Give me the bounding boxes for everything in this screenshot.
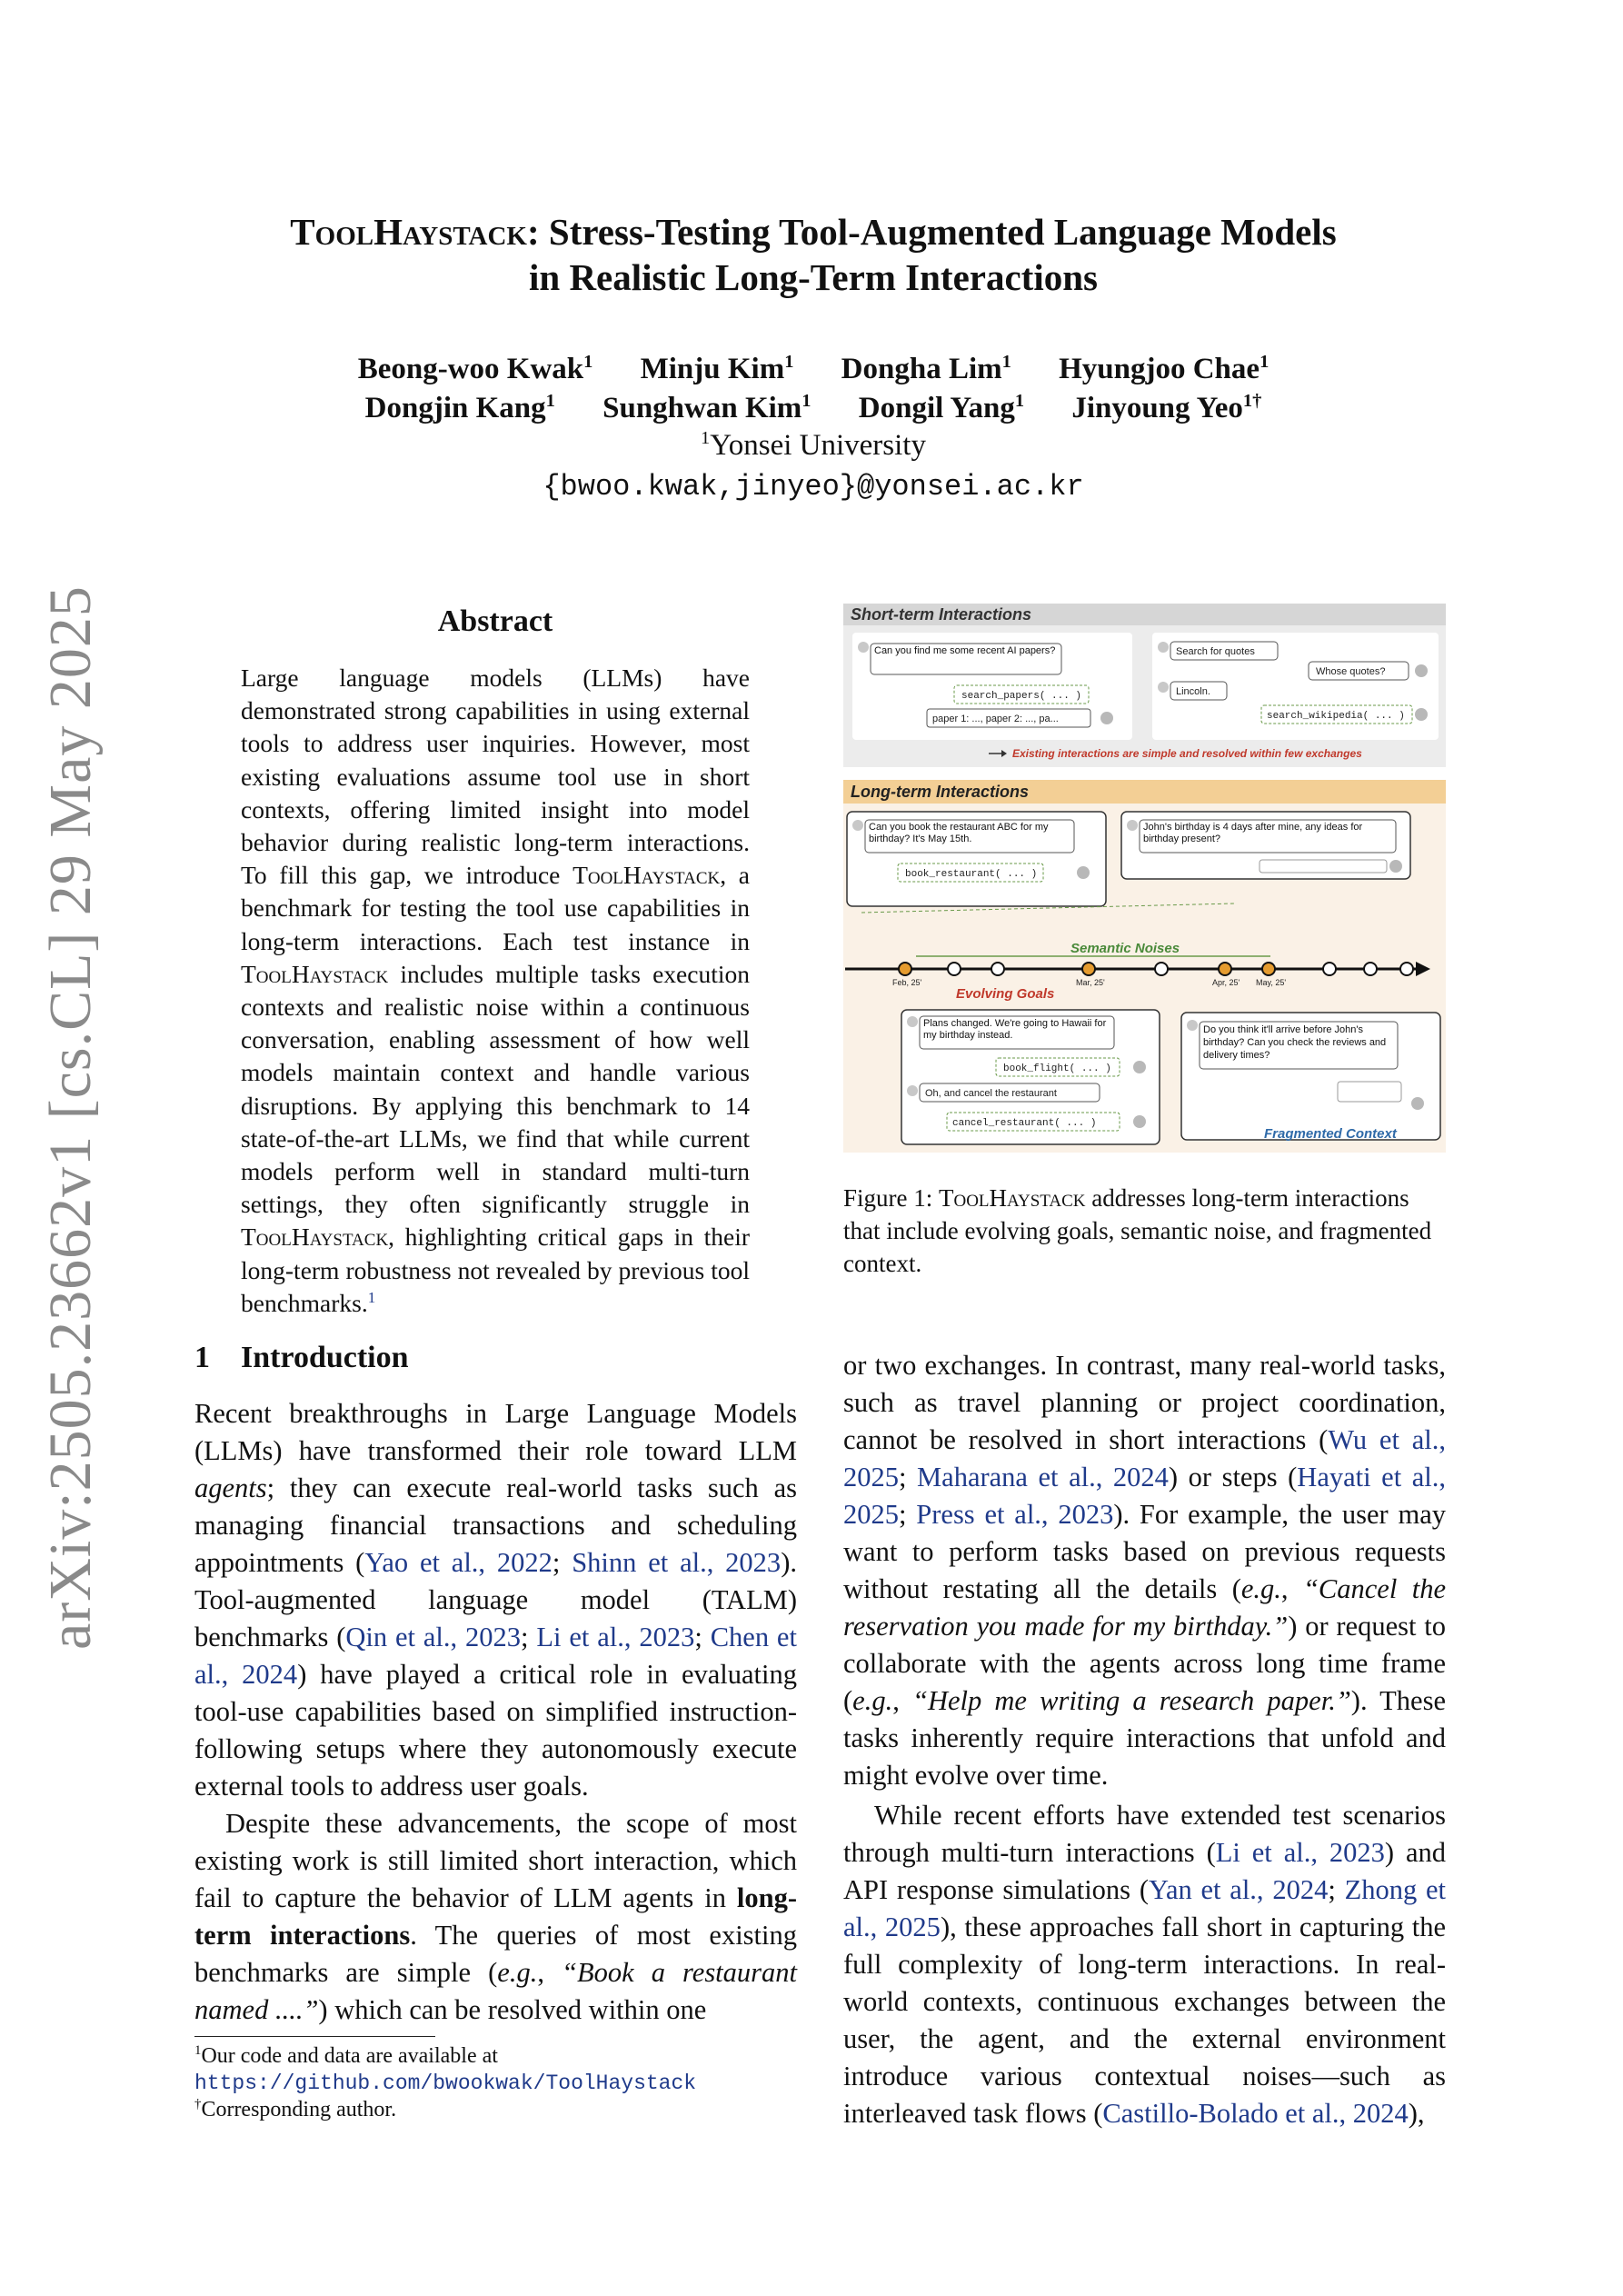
chat-text: John's birthday is 4 days after mine, any ideas for birthday present? xyxy=(1143,822,1363,844)
citation[interactable]: Hayati et al., 2025 xyxy=(843,1462,1446,1530)
author-list xyxy=(164,350,1463,428)
robot-icon xyxy=(1100,712,1113,724)
intro-paragraph: While recent efforts have extended test scenarios through multi-turn interactions (Li et al., 2023) and API response simulations (Yan et al., 2024; Zhong et al., 2025), these approaches fall short in capturing the full complexity of long-term interactions. In real-world contexts, continuous exchanges between the user, the agent, and the external environment introduce various contextual noises—such as interleaved task flows (Castillo-Bolado et al., 2024), xyxy=(843,1800,1447,2129)
timeline-event xyxy=(1262,963,1275,975)
chat-text: Do you think it'll arrive before John's birthday? Can you check the reviews and delivery times? xyxy=(1203,1024,1387,1061)
footnote: †Corresponding author. xyxy=(194,2097,397,2121)
timeline-tick: Apr, 25' xyxy=(1212,978,1240,987)
footnote: $^1$Our code and data are available at https://github.com/bwookwak/ToolHaystack xyxy=(194,2043,697,2095)
paper-title xyxy=(164,209,1463,300)
code-link[interactable]: https://github.com/bwookwak/ToolHaystack xyxy=(194,2071,697,2095)
author-email: {bwoo.kwak,jinyeo}@yonsei.ac.kr xyxy=(543,470,1084,504)
user-icon xyxy=(907,1016,918,1027)
tool-call: book_flight( ... ) xyxy=(1003,1063,1111,1074)
intro-paragraph: Recent breakthroughs in Large Language Models (LLMs) have transformed their role toward LLM agents; they can execute real-world tasks such as managing financial transactions and scheduling appointments (Yao et al., 2022; Shinn et al., 2023). Tool-augmented language model (TALM) benchmarks (Qin et al., 2023; Li et al., 2023; Chen et al., 2024) have played a critical role in evaluating tool-use capabilities based on simplified instruction-following setups where they autonomously execute external tools to address user goals. xyxy=(194,1398,797,1802)
user-icon xyxy=(1187,1020,1198,1031)
timeline-node xyxy=(991,963,1004,975)
section-heading: 1 Introduction xyxy=(194,1341,409,1374)
chat-text: Oh, and cancel the restaurant xyxy=(925,1088,1057,1099)
figure-caption: Figure 1: ToolHaystack addresses long-term interactions that include evolving goals, semantic noise, and fragmented context. xyxy=(843,1184,1432,1277)
tool-call: cancel_restaurant( ... ) xyxy=(952,1118,1097,1129)
footnotes xyxy=(194,2043,797,2123)
placeholder-bubble xyxy=(1338,1082,1401,1102)
citation[interactable]: Press et al., 2023 xyxy=(916,1499,1114,1530)
timeline-event xyxy=(1219,963,1231,975)
figure-1 xyxy=(843,604,1446,1153)
timeline-event xyxy=(1082,963,1095,975)
citation[interactable]: Qin et al., 2023 xyxy=(345,1622,522,1652)
title-line1: : Stress-Testing Tool-Augmented Language Models xyxy=(526,211,1337,253)
title-brand: ToolHaystack xyxy=(290,211,527,253)
author: Minju Kim$^1$ xyxy=(640,352,794,385)
timeline-event xyxy=(899,963,911,975)
timeline-node xyxy=(1323,963,1336,975)
long-term-header: Long-term Interactions xyxy=(851,783,1030,801)
chat-text: Search for quotes xyxy=(1176,646,1255,657)
tool-call: book_restaurant( ... ) xyxy=(905,869,1038,880)
citation[interactable]: Castillo-Bolado et al., 2024 xyxy=(1102,2098,1409,2129)
robot-icon xyxy=(1389,860,1402,873)
timeline-tick: May, 25' xyxy=(1256,978,1287,987)
chat-text: Whose quotes? xyxy=(1316,666,1386,677)
robot-icon xyxy=(1133,1061,1146,1073)
citation[interactable]: Maharana et al., 2024 xyxy=(917,1462,1169,1492)
abstract-heading: Abstract xyxy=(437,604,553,638)
citation[interactable]: Shinn et al., 2023 xyxy=(572,1547,782,1578)
author: Hyungjoo Chae$^1$ xyxy=(1059,352,1270,385)
author: Sunghwan Kim$^1$ xyxy=(602,391,812,424)
timeline-tick: Mar, 25' xyxy=(1076,978,1105,987)
author: Dongjin Kang$^1$ xyxy=(364,391,555,424)
author: Jinyoung Yeo$^{1\dagger}$ xyxy=(1071,391,1262,424)
robot-icon xyxy=(1077,866,1090,879)
citation[interactable]: Li et al., 2023 xyxy=(1215,1837,1385,1868)
timeline-node xyxy=(1400,963,1413,975)
intro-paragraph: or two exchanges. In contrast, many real-world tasks, such as travel planning or project coordination, cannot be resolved in short interactions (Wu et al., 2025; Maharana et al., 2024) or steps (Hayati et al., 2025; Press et al., 2023). For example, the user may want to perform tasks based on previous requests without restating all the details (e.g., “Cancel the reservation you made for my birthday.”) or request to collaborate with the agents across long time frame (e.g., “Help me writing a research paper.”). These tasks inherently require interactions that unfold and might evolve over time. xyxy=(843,1350,1446,1791)
user-icon xyxy=(1158,682,1169,693)
citation[interactable]: Chen et al., 2024 xyxy=(194,1622,797,1690)
intro-right-column xyxy=(843,1347,1446,2132)
tool-call: search_wikipedia( ... ) xyxy=(1267,711,1405,722)
footnote-ref[interactable]: 1 xyxy=(367,1288,376,1306)
tool-response: paper 1: ..., paper 2: ..., pa... xyxy=(932,714,1059,724)
citation[interactable]: Li et al., 2023 xyxy=(536,1622,695,1652)
timeline-node xyxy=(1155,963,1168,975)
user-icon xyxy=(858,642,869,653)
robot-icon xyxy=(1133,1115,1146,1128)
robot-icon xyxy=(1415,708,1428,721)
citation[interactable]: Yao et al., 2022 xyxy=(364,1547,553,1578)
citation[interactable]: Wu et al., 2025 xyxy=(843,1424,1446,1492)
author: Beong-woo Kwak$^1$ xyxy=(357,352,593,385)
user-icon xyxy=(1127,820,1138,831)
chat-text: Can you find me some recent AI papers? xyxy=(874,645,1056,656)
intro-left-column xyxy=(194,1395,797,2029)
evolving-goals-label: Evolving Goals xyxy=(956,986,1055,1002)
timeline-tick: Feb, 25' xyxy=(892,978,922,987)
footnote-rule xyxy=(194,2036,435,2037)
robot-icon xyxy=(1415,664,1428,677)
author: Dongil Yang$^1$ xyxy=(858,391,1025,424)
robot-icon xyxy=(1411,1097,1424,1110)
arxiv-stamp: arXiv:2505.23662v1 [cs.CL] 29 May 2025 xyxy=(37,585,104,1650)
citation[interactable]: Yan et al., 2024 xyxy=(1148,1874,1329,1905)
chat-text: Plans changed. We're going to Hawaii for my birthday instead. xyxy=(923,1018,1107,1041)
fragmented-context-label: Fragmented Context xyxy=(1264,1126,1397,1142)
timeline-node xyxy=(948,963,961,975)
chat-text: Lincoln. xyxy=(1176,686,1210,697)
user-icon xyxy=(907,1085,918,1096)
semantic-noises-label: Semantic Noises xyxy=(1070,941,1180,956)
timeline-node xyxy=(1364,963,1377,975)
intro-paragraph: Despite these advancements, the scope of most existing work is still limited short interaction, which fail to capture the behavior of LLM agents in long-term interactions. The queries of most existing benchmarks are simple (e.g., “Book a restaurant named ....”) which can be resolved within one xyxy=(194,1808,798,2025)
short-term-note: Existing interactions are simple and resolved within few exchanges xyxy=(1012,747,1362,760)
author: Dongha Lim$^1$ xyxy=(841,352,1011,385)
title-line2: in Realistic Long-Term Interactions xyxy=(529,256,1098,298)
chat-text: Can you book the restaurant ABC for my birthday? It's May 15th. xyxy=(869,822,1049,844)
user-icon xyxy=(852,820,863,831)
placeholder-bubble xyxy=(1260,860,1387,873)
citation[interactable]: Zhong et al., 2025 xyxy=(843,1874,1446,1942)
tool-call: search_papers( ... ) xyxy=(961,691,1082,702)
user-icon xyxy=(1158,642,1169,653)
affiliation: $^1$Yonsei University xyxy=(701,428,926,462)
abstract-body: Large language models (LLMs) have demonstrated strong capabilities in using external tools to address user inquiries. However, most existing evaluations assume tool use in short contexts, offering limited insight into model behavior during realistic long-term interactions. To fill this gap, we introduce ToolHaystack, a benchmark for testing the tool use capabilities in long-term interactions. Each test instance in ToolHaystack includes multiple tasks execution contexts and realistic noise within a continuous conversation, enabling assessment of how well models maintain context and handle various disruptions. By applying this benchmark to 14 state-of-the-art LLMs, we find that while current models perform well in standard multi-turn settings, they often significantly struggle in ToolHaystack, highlighting critical gaps in their long-term robustness not revealed by previous tool benchmarks.$^1$ xyxy=(241,664,751,1317)
short-term-header: Short-term Interactions xyxy=(851,605,1032,624)
